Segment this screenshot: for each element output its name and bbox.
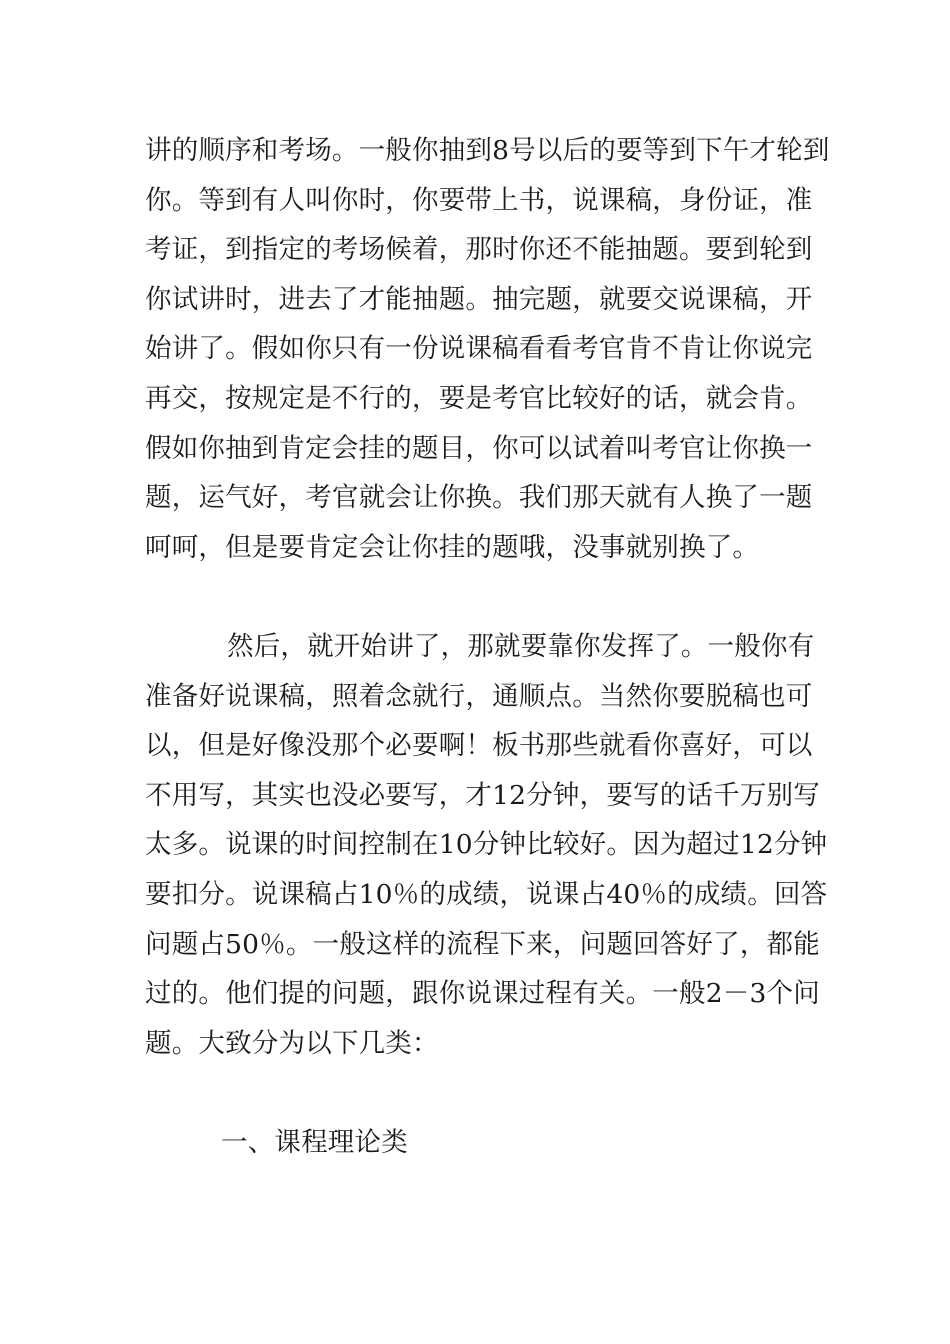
text-line: 太多。说课的时间控制在10分钟比较好。因为超过12分钟 [145,829,828,861]
text-line: 不用写，其实也没必要写，才12分钟，要写的话千万别写 [145,779,820,811]
document-body [145,126,830,1167]
text-line: 讲的顺序和考场。一般你抽到8号以后的要等到下午才轮到 [145,135,830,166]
text-line: 过的。他们提的问题，跟你说课过程有关。一般2－3个问 [145,978,820,1010]
text-line: 考证，到指定的考场候着，那时你还不能抽题。要到轮到 [145,234,813,266]
paragraph-1 [145,126,830,572]
section-heading: 一、课程理论类 [221,1126,408,1158]
paragraph-spacer [145,1068,815,1118]
text-line: 你。等到有人叫你时，你要带上书，说课稿，身份证，准 [145,184,813,216]
text-line: 然后，就开始讲了，那就要靠你发挥了。一般你有 [227,630,815,662]
text-line: 始讲了。假如你只有一份说课稿看看考官肯不肯让你说完 [145,333,813,365]
text-line: 问题占50％。一般这样的流程下来，问题回答好了，都能 [145,928,820,960]
paragraph-spacer [145,572,815,622]
text-line: 假如你抽到肯定会挂的题目，你可以试着叫考官让你换一 [145,432,813,464]
text-line: 要扣分。说课稿占10％的成绩，说课占40％的成绩。回答 [145,878,828,910]
text-line: 题。大致分为以下几类： [145,1027,439,1059]
text-line: 准备好说课稿，照着念就行，通顺点。当然你要脱稿也可 [145,680,813,712]
text-line: 再交，按规定是不行的，要是考官比较好的话，就会肯。 [145,382,813,414]
text-line: 呵呵，但是要肯定会让你挂的题哦，没事就别换了。 [145,531,760,563]
text-line: 题，运气好，考官就会让你换。我们那天就有人换了一题 [145,482,813,514]
paragraph-2 [145,622,828,1068]
text-line: 你试讲时，进去了才能抽题。抽完题，就要交说课稿，开 [145,283,813,315]
text-line: 以，但是好像没那个必要啊！板书那些就看你喜好，可以 [145,730,813,762]
